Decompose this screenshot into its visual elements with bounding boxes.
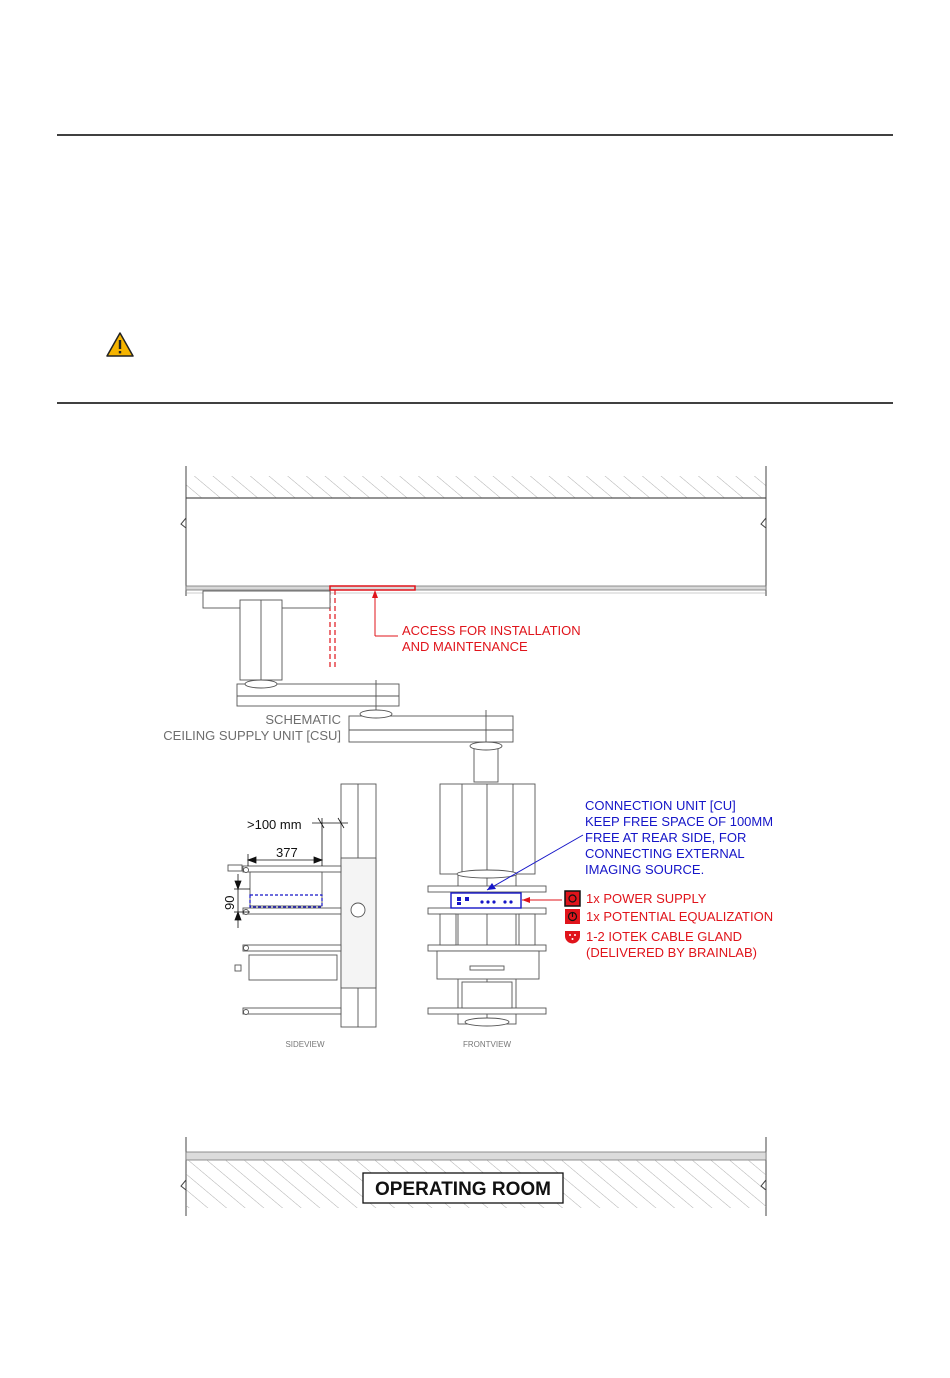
room-label: OPERATING ROOM [375, 1179, 551, 1200]
cu-note [585, 798, 773, 877]
legend-cable-gland-1: 1-2 IOTEK CABLE GLAND [586, 929, 743, 944]
cu-note-line-3: FREE AT REAR SIDE, FOR [585, 830, 747, 845]
dimension-clearance: >100 mm [247, 817, 302, 832]
legend-cable-gland-2: (DELIVERED BY BRAINLAB) [586, 945, 757, 960]
cu-note-line-5: IMAGING SOURCE. [585, 862, 705, 877]
access-label-2: AND MAINTENANCE [402, 639, 528, 654]
dimension-height: 90 [222, 895, 237, 910]
access-label-1: ACCESS FOR INSTALLATION [402, 623, 581, 638]
cu-note-line-2: KEEP FREE SPACE OF 100MM [585, 814, 774, 829]
warning-icon [107, 333, 133, 356]
power-supply-icon [565, 891, 580, 906]
ceiling-section [181, 466, 766, 596]
cu-note-line-4: CONNECTING EXTERNAL [585, 846, 745, 861]
potential-equalization-icon [565, 909, 580, 924]
dimension-width: 377 [276, 845, 298, 860]
cable-gland-icon [565, 931, 580, 944]
csu-label-1: SCHEMATIC [265, 712, 341, 727]
csu-label-2: CEILING SUPPLY UNIT [CSU] [163, 728, 341, 743]
legend-potential-equalization: 1x POTENTIAL EQUALIZATION [586, 909, 774, 924]
frontview-label: FRONTVIEW [463, 1040, 511, 1049]
legend-leader [522, 897, 562, 903]
sideview-label: SIDEVIEW [285, 1040, 325, 1049]
legend-power-supply: 1x POWER SUPPLY [586, 891, 707, 906]
ceiling-supply-unit [203, 591, 513, 782]
cu-note-line-1: CONNECTION UNIT [CU] [585, 798, 736, 813]
